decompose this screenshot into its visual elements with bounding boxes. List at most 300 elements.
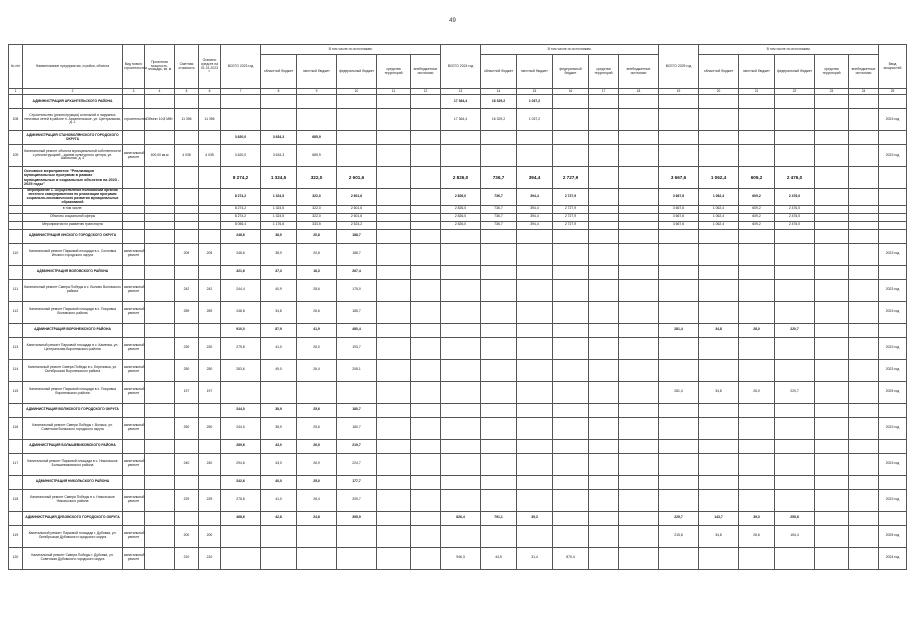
row-name: Основное мероприятие "Реализация муниципальных программ в рамках муниципальных и социальных объектов на 2023 - 2025 годы": [23, 167, 123, 189]
value-cell: 250: [199, 359, 221, 381]
value-cell: [297, 381, 337, 403]
value-cell: [145, 489, 175, 511]
value-cell: [815, 205, 849, 213]
value-cell: [849, 547, 879, 569]
value-cell: [815, 189, 849, 206]
row-name: Капитальный ремонт Сквера Победы г. Дубовка, ул. Советская Дубовского городского округа: [23, 547, 123, 569]
header-remaining: Освоено средств на 01.01.2023 г.: [199, 45, 221, 89]
table-group-row: [9, 403, 907, 417]
commission-cell: 2023 год: [879, 337, 907, 359]
row-name: АДМИНИСТРАЦИЯ ДУБОВСКОГО ГОРОДСКОГО ОКРУГА: [23, 511, 123, 525]
value-cell: 2 727,9: [553, 189, 589, 206]
value-cell: [699, 279, 739, 301]
value-cell: 215,8: [659, 525, 699, 547]
value-cell: [553, 359, 589, 381]
value-cell: 294,6: [221, 453, 261, 475]
value-cell: [815, 167, 849, 189]
value-cell: [659, 131, 699, 145]
row-number: 119: [9, 525, 23, 547]
value-cell: [849, 359, 879, 381]
value-cell: [145, 547, 175, 569]
header-local-2024: местный бюджет: [517, 55, 553, 89]
value-cell: 175,0: [337, 279, 377, 301]
value-cell: 209,7: [337, 489, 377, 511]
value-cell: 3 667,6: [659, 167, 699, 189]
value-cell: капитальный ремонт: [123, 453, 145, 475]
value-cell: [297, 525, 337, 547]
header-no: № п/п: [9, 45, 23, 89]
row-number: [9, 439, 23, 453]
value-cell: [849, 403, 879, 417]
header-federal-2023: федеральный бюджет: [337, 55, 377, 89]
value-cell: 180,7: [337, 403, 377, 417]
value-cell: [699, 145, 739, 167]
header-total-2023: ВСЕГО 2023 год: [221, 45, 261, 89]
value-cell: [123, 131, 145, 145]
value-cell: [411, 525, 441, 547]
row-name: в том числе:: [23, 205, 123, 213]
value-cell: [659, 403, 699, 417]
value-cell: [553, 511, 589, 525]
value-cell: [145, 131, 175, 145]
row-name: Капитальный ремонт объекта муниципальной собственности с реконструкцией - здание культурного центра, ул. Школьная, д. 4: [23, 145, 123, 167]
value-cell: 230: [199, 337, 221, 359]
column-number: 6: [199, 89, 221, 95]
value-cell: [377, 511, 411, 525]
value-cell: [377, 189, 411, 206]
value-cell: [589, 167, 619, 189]
value-cell: 395,9: [337, 511, 377, 525]
value-cell: 1 062,4: [699, 189, 739, 206]
value-cell: [815, 301, 849, 323]
value-cell: [517, 417, 553, 439]
value-cell: [775, 453, 815, 475]
value-cell: 2 727,9: [553, 167, 589, 189]
value-cell: [517, 475, 553, 489]
value-cell: 40,0: [261, 475, 297, 489]
value-cell: [775, 301, 815, 323]
value-cell: [775, 145, 815, 167]
value-cell: 38,9: [261, 417, 297, 439]
value-cell: [619, 95, 659, 109]
value-cell: 1 324,5: [261, 213, 297, 221]
value-cell: [553, 243, 589, 265]
value-cell: [815, 243, 849, 265]
value-cell: [441, 403, 481, 417]
value-cell: [815, 511, 849, 525]
value-cell: [815, 229, 849, 243]
value-cell: 2 826,0: [441, 189, 481, 206]
value-cell: [699, 243, 739, 265]
value-cell: 28,0: [739, 323, 775, 337]
value-cell: [775, 403, 815, 417]
value-cell: 26,4: [297, 359, 337, 381]
commission-cell: [879, 439, 907, 453]
value-cell: [589, 337, 619, 359]
value-cell: [553, 265, 589, 279]
value-cell: [589, 189, 619, 206]
value-cell: 225,7: [659, 511, 699, 525]
value-cell: [589, 547, 619, 569]
value-cell: 17 364,4: [441, 109, 481, 131]
value-cell: 49,0: [261, 359, 297, 381]
value-cell: [699, 475, 739, 489]
row-number: 108: [9, 109, 23, 131]
value-cell: [441, 279, 481, 301]
value-cell: 322,0: [297, 189, 337, 206]
value-cell: 240: [199, 453, 221, 475]
value-cell: [815, 489, 849, 511]
value-cell: 35,3: [517, 511, 553, 525]
value-cell: 321,6: [221, 265, 261, 279]
value-cell: [619, 417, 659, 439]
value-cell: [699, 489, 739, 511]
table-group-row: [9, 439, 907, 453]
value-cell: [145, 439, 175, 453]
value-cell: [553, 475, 589, 489]
value-cell: [659, 547, 699, 569]
value-cell: [481, 131, 517, 145]
value-cell: [739, 95, 775, 109]
value-cell: 1 176,6: [261, 221, 297, 229]
value-cell: [337, 547, 377, 569]
value-cell: [659, 475, 699, 489]
value-cell: 41,9: [297, 323, 337, 337]
value-cell: [699, 359, 739, 381]
value-cell: 3 667,6: [659, 213, 699, 221]
value-cell: 736,7: [481, 189, 517, 206]
value-cell: 34,8: [699, 525, 739, 547]
row-name: Капитальный ремонт Сквера Победы в с. Волово Воловского района: [23, 279, 123, 301]
value-cell: [517, 403, 553, 417]
commission-cell: 2025 год: [879, 525, 907, 547]
value-cell: [815, 109, 849, 131]
value-cell: 394,4: [517, 189, 553, 206]
value-cell: [739, 453, 775, 475]
value-cell: [145, 337, 175, 359]
table-group-row: [9, 95, 907, 109]
header-type: Вид нового строительства: [123, 45, 145, 89]
header-name: Наименование предприятия, стройки, объекта: [23, 45, 123, 89]
value-cell: [145, 95, 175, 109]
value-cell: [481, 323, 517, 337]
column-number: 7: [221, 89, 261, 95]
table-row: [9, 243, 907, 265]
value-cell: [815, 213, 849, 221]
value-cell: [815, 265, 849, 279]
value-cell: 31,4: [517, 547, 553, 569]
value-cell: [481, 279, 517, 301]
value-cell: 2 727,9: [553, 221, 589, 229]
value-cell: 2 826,0: [441, 213, 481, 221]
value-cell: [815, 131, 849, 145]
value-cell: 322,0: [297, 167, 337, 189]
value-cell: [815, 381, 849, 403]
value-cell: [553, 403, 589, 417]
value-cell: [619, 243, 659, 265]
value-cell: [589, 381, 619, 403]
value-cell: [815, 439, 849, 453]
value-cell: 394,4: [517, 221, 553, 229]
value-cell: [199, 511, 221, 525]
table-group-row: [9, 167, 907, 189]
row-name: Капитальный ремонт Парковой площади в с. Никольское Большевиковского района: [23, 453, 123, 475]
value-cell: [411, 109, 441, 131]
value-cell: 250: [199, 417, 221, 439]
header-group-2023: В том числе по источникам:: [261, 45, 441, 55]
value-cell: [849, 525, 879, 547]
value-cell: 480,4: [337, 323, 377, 337]
value-cell: [377, 439, 411, 453]
value-cell: [553, 453, 589, 475]
value-cell: [337, 109, 377, 131]
row-number: [9, 511, 23, 525]
value-cell: [221, 381, 261, 403]
value-cell: [411, 323, 441, 337]
value-cell: [261, 109, 297, 131]
value-cell: [849, 95, 879, 109]
value-cell: 2 826,0: [441, 221, 481, 229]
value-cell: [411, 145, 441, 167]
value-cell: 609,2: [739, 189, 775, 206]
value-cell: 210: [199, 547, 221, 569]
commission-cell: 2023 год: [879, 359, 907, 381]
value-cell: [377, 167, 411, 189]
value-cell: [659, 95, 699, 109]
value-cell: [775, 475, 815, 489]
value-cell: [199, 265, 221, 279]
value-cell: [589, 109, 619, 131]
value-cell: [123, 167, 145, 189]
column-number: 20: [699, 89, 739, 95]
table-row: [9, 359, 907, 381]
value-cell: [619, 439, 659, 453]
value-cell: [589, 131, 619, 145]
value-cell: 41,0: [261, 337, 297, 359]
value-cell: [517, 229, 553, 243]
value-cell: 34,8: [699, 323, 739, 337]
commission-cell: 2023 год: [879, 279, 907, 301]
column-number: 4: [145, 89, 175, 95]
column-number: 21: [739, 89, 775, 95]
value-cell: [619, 205, 659, 213]
value-cell: [619, 167, 659, 189]
value-cell: [441, 265, 481, 279]
value-cell: [553, 323, 589, 337]
commission-cell: [879, 205, 907, 213]
value-cell: 177,7: [337, 475, 377, 489]
value-cell: капитальный ремонт: [123, 489, 145, 511]
row-name: АДМИНИСТРАЦИЯ ИНСКОГО ГОРОДСКОГО ОКРУГА: [23, 229, 123, 243]
value-cell: [199, 189, 221, 206]
value-cell: [775, 229, 815, 243]
value-cell: 242: [199, 279, 221, 301]
value-cell: 40,9: [261, 279, 297, 301]
value-cell: 34,8: [261, 301, 297, 323]
value-cell: [553, 337, 589, 359]
value-cell: [739, 489, 775, 511]
value-cell: [411, 403, 441, 417]
value-cell: [659, 279, 699, 301]
commission-cell: [879, 95, 907, 109]
commission-cell: 2023 год: [879, 109, 907, 131]
value-cell: [481, 417, 517, 439]
value-cell: 219,7: [337, 439, 377, 453]
value-cell: [775, 265, 815, 279]
commission-cell: [879, 403, 907, 417]
row-name: Объекты социальной сферы: [23, 213, 123, 221]
value-cell: [553, 417, 589, 439]
value-cell: [199, 95, 221, 109]
value-cell: [411, 475, 441, 489]
value-cell: 2 601,6: [337, 213, 377, 221]
value-cell: [441, 337, 481, 359]
value-cell: [849, 475, 879, 489]
investment-table: [8, 44, 907, 570]
value-cell: [553, 279, 589, 301]
value-cell: [775, 243, 815, 265]
value-cell: 333,5: [297, 221, 337, 229]
value-cell: [553, 109, 589, 131]
value-cell: [411, 213, 441, 221]
value-cell: 2 476,0: [775, 205, 815, 213]
value-cell: 8 274,2: [221, 213, 261, 221]
value-cell: 2 523,2: [337, 221, 377, 229]
value-cell: [199, 213, 221, 221]
row-name: Строительство (реконструкция) котельной и наружных тепловых сетей в районе п. Архангельское, ул. Центральная, д. 1: [23, 109, 123, 131]
value-cell: [377, 265, 411, 279]
header-offbudget-2025: внебюджетные источники: [849, 55, 879, 89]
value-cell: [815, 279, 849, 301]
value-cell: [199, 131, 221, 145]
value-cell: [481, 453, 517, 475]
value-cell: [175, 439, 199, 453]
value-cell: 26,6: [297, 301, 337, 323]
row-name: АДМИНИСТРАЦИЯ ВОЛЖСКОГО ГОРОДСКОГО ОКРУГА: [23, 403, 123, 417]
value-cell: [815, 221, 849, 229]
value-cell: [441, 229, 481, 243]
value-cell: [619, 381, 659, 403]
value-cell: [261, 95, 297, 109]
value-cell: [175, 475, 199, 489]
value-cell: [589, 403, 619, 417]
value-cell: 248,6: [221, 243, 261, 265]
row-number: [9, 205, 23, 213]
value-cell: [589, 145, 619, 167]
value-cell: [441, 243, 481, 265]
value-cell: [619, 525, 659, 547]
value-cell: 3 634,3: [261, 131, 297, 145]
value-cell: [145, 221, 175, 229]
page-number: 49: [449, 18, 456, 24]
value-cell: [377, 475, 411, 489]
value-cell: 16,3: [297, 265, 337, 279]
row-name: Капитальный ремонт Сквера Победы в с. Никольское Никольского района: [23, 489, 123, 511]
value-cell: [849, 265, 879, 279]
value-cell: [481, 229, 517, 243]
value-cell: капитальный ремонт: [123, 301, 145, 323]
value-cell: [175, 131, 199, 145]
value-cell: [481, 381, 517, 403]
value-cell: 25,6: [297, 417, 337, 439]
column-number: 10: [337, 89, 377, 95]
value-cell: 289,6: [221, 439, 261, 453]
value-cell: [589, 205, 619, 213]
row-number: 114: [9, 359, 23, 381]
value-cell: [123, 229, 145, 243]
value-cell: 26,4: [297, 489, 337, 511]
value-cell: [411, 221, 441, 229]
value-cell: [441, 489, 481, 511]
column-number: 16: [553, 89, 589, 95]
value-cell: [377, 323, 411, 337]
value-cell: [123, 265, 145, 279]
value-cell: [739, 359, 775, 381]
value-cell: 736,7: [481, 221, 517, 229]
value-cell: [377, 301, 411, 323]
column-number: 25: [879, 89, 907, 95]
value-cell: 8 274,2: [221, 189, 261, 206]
value-cell: [589, 359, 619, 381]
value-cell: [775, 439, 815, 453]
row-number: [9, 167, 23, 189]
value-cell: капитальный ремонт: [123, 243, 145, 265]
value-cell: [517, 145, 553, 167]
value-cell: [849, 213, 879, 221]
value-cell: [145, 403, 175, 417]
value-cell: [553, 95, 589, 109]
header-group-2025: В том числе по источникам:: [699, 45, 879, 55]
value-cell: [739, 439, 775, 453]
value-cell: [815, 417, 849, 439]
value-cell: [175, 167, 199, 189]
value-cell: [589, 525, 619, 547]
value-cell: Объект 10,8 МВт: [145, 109, 175, 131]
row-name: Капитальный ремонт Сквера Победы в с. Березовка, ул. Октябрьская Воронежского района: [23, 359, 123, 381]
table-row: [9, 453, 907, 475]
value-cell: [145, 213, 175, 221]
value-cell: 1 037,2: [517, 109, 553, 131]
value-cell: [699, 439, 739, 453]
value-cell: [481, 439, 517, 453]
value-cell: 946,3: [441, 547, 481, 569]
value-cell: 609,2: [739, 221, 775, 229]
value-cell: [411, 359, 441, 381]
value-cell: [619, 489, 659, 511]
value-cell: [659, 145, 699, 167]
value-cell: [553, 381, 589, 403]
value-cell: [175, 229, 199, 243]
value-cell: 3 620,0: [221, 145, 261, 167]
value-cell: [199, 167, 221, 189]
value-cell: [145, 189, 175, 206]
value-cell: [123, 95, 145, 109]
header-federal-2024: федеральный бюджет: [553, 55, 589, 89]
value-cell: [441, 439, 481, 453]
row-number: 117: [9, 453, 23, 475]
value-cell: 208,1: [337, 359, 377, 381]
column-number: 2: [23, 89, 123, 95]
value-cell: [377, 243, 411, 265]
value-cell: [411, 511, 441, 525]
header-local-2023: местный бюджет: [297, 55, 337, 89]
value-cell: [441, 131, 481, 145]
value-cell: [221, 109, 261, 131]
row-name: Капитальный ремонт Парковой площади в с. Каменка, ул. Центральная Воронежского района: [23, 337, 123, 359]
value-cell: 20,8: [297, 243, 337, 265]
value-cell: [659, 265, 699, 279]
value-cell: 394,4: [517, 213, 553, 221]
